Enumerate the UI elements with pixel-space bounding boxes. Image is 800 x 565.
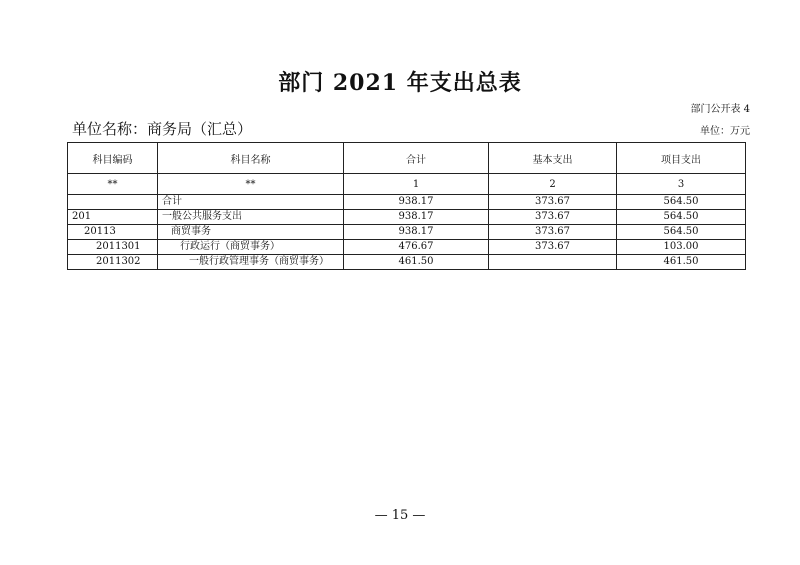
cell-name: 行政运行（商贸事务） [158,240,344,255]
cell-name: 商贸事务 [158,225,344,240]
cell-code: 201 [68,210,158,225]
table-row [68,210,746,225]
table-row [68,255,746,270]
table-row [68,195,746,210]
cell-basic: 373.67 [489,225,617,240]
cell-basic [489,255,617,270]
expenditure-table [67,142,746,270]
cell-code: 20113 [68,225,158,240]
index-code: ** [68,174,158,195]
index-basic: 2 [489,174,617,195]
page-number: — 15 — [374,508,426,523]
currency-unit: 单位：万元 [700,126,750,137]
cell-basic: 373.67 [489,240,617,255]
table-header-row [68,143,746,174]
cell-project: 564.50 [617,210,746,225]
cell-project: 461.50 [617,255,746,270]
index-row [68,174,746,195]
cell-total: 938.17 [344,210,489,225]
index-name: ** [158,174,344,195]
cell-basic: 373.67 [489,195,617,210]
cell-total: 476.67 [344,240,489,255]
header-name: 科目名称 [158,143,344,174]
cell-basic: 373.67 [489,210,617,225]
cell-code: 2011301 [68,240,158,255]
cell-project: 103.00 [617,240,746,255]
index-total: 1 [344,174,489,195]
cell-total: 938.17 [344,225,489,240]
cell-code [68,195,158,210]
cell-project: 564.50 [617,225,746,240]
cell-total: 938.17 [344,195,489,210]
header-code: 科目编码 [68,143,158,174]
table-row [68,225,746,240]
cell-name: 合计 [158,195,344,210]
cell-name: 一般行政管理事务（商贸事务） [158,255,344,270]
header-basic: 基本支出 [489,143,617,174]
header-total: 合计 [344,143,489,174]
cell-code: 2011302 [68,255,158,270]
table-number: 部门公开表 4 [690,104,750,115]
cell-name: 一般公共服务支出 [158,210,344,225]
unit-name: 单位名称：商务局（汇总） [72,120,253,138]
cell-project: 564.50 [617,195,746,210]
header-project: 项目支出 [617,143,746,174]
index-project: 3 [617,174,746,195]
cell-total: 461.50 [344,255,489,270]
table-row [68,240,746,255]
page-title: 部门 2021 年支出总表 [278,70,522,96]
